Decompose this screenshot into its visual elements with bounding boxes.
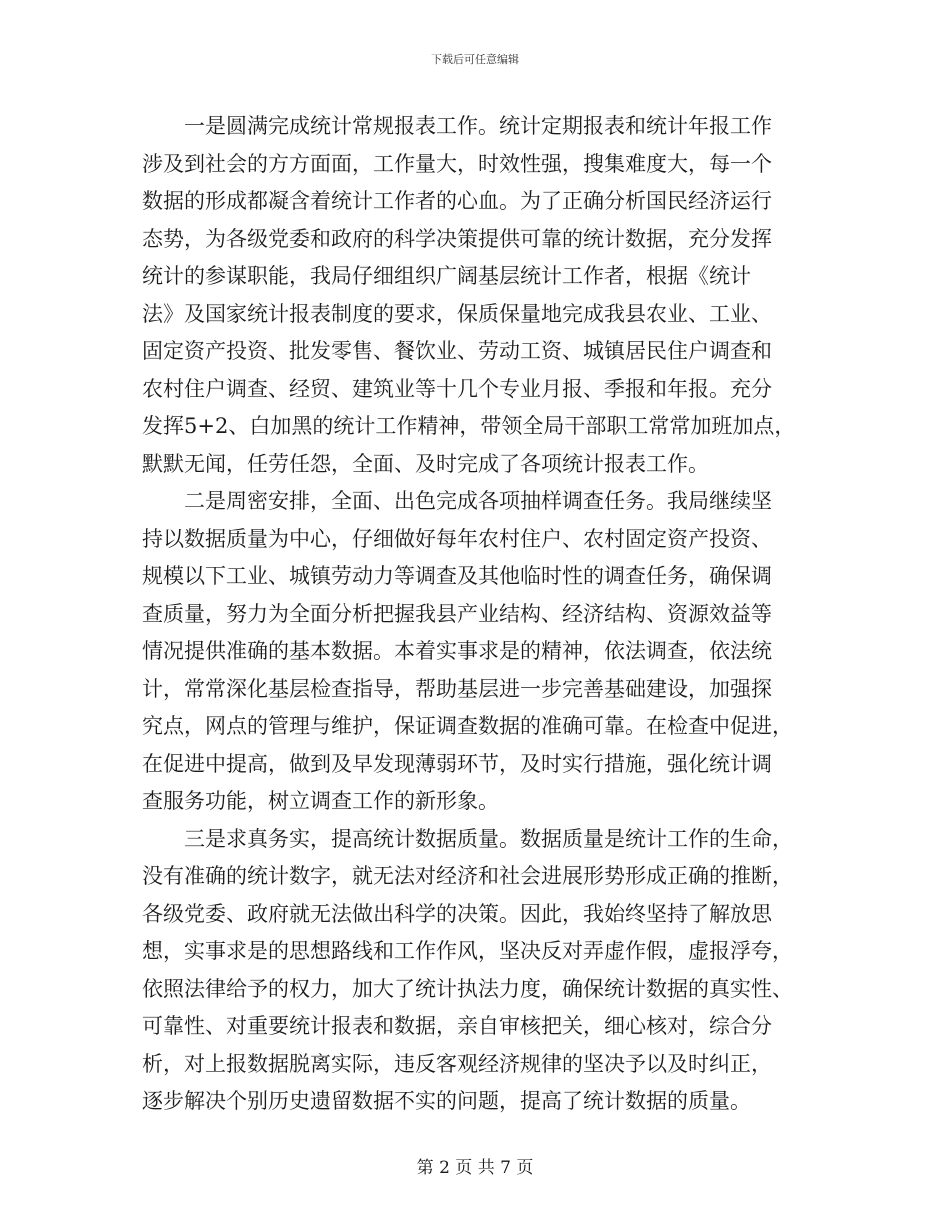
text-line: 农村住户调查、经贸、建筑业等十几个专业月报、季报和年报。充分 bbox=[142, 376, 772, 401]
text-line: 统计的参谋职能，我局仔细组织广阔基层统计工作者，根据《统计 bbox=[142, 264, 751, 288]
text-line: 发挥5+2、白加黑的统计工作精神，带领全局干部职工常常加班加点， bbox=[142, 414, 796, 438]
text-line: 逐步解决个别历史遗留数据不实的问题，提高了统计数据的质量。 bbox=[142, 1089, 751, 1113]
text-line: 在促进中提高，做到及早发现薄弱环节，及时实行措施，强化统计调 bbox=[142, 751, 772, 776]
text-line: 依照法律给予的权力，加大了统计执法力度，确保统计数据的真实性、 bbox=[142, 976, 793, 1001]
text-line: 持以数据质量为中心，仔细做好每年农村住户、农村固定资产投资、 bbox=[142, 526, 772, 551]
text-line: 态势，为各级党委和政府的科学决策提供可靠的统计数据，充分发挥 bbox=[142, 226, 772, 251]
text-line: 二是周密安排，全面、出色完成各项抽样调查任务。我局继续坚 bbox=[184, 489, 772, 513]
text-line: 默默无闻，任劳任怨，全面、及时完成了各项统计报表工作。 bbox=[142, 451, 709, 476]
page-footer: 第 2 页 共 7 页 bbox=[416, 1158, 534, 1178]
paragraph-1 bbox=[142, 108, 802, 483]
text-line: 查服务功能，树立调查工作的新形象。 bbox=[142, 789, 499, 813]
text-line: 涉及到社会的方方面面，工作量大，时效性强，搜集难度大，每一个 bbox=[142, 151, 772, 176]
page-header: 下载后可任意编辑 bbox=[431, 53, 519, 66]
document-body bbox=[142, 108, 802, 1121]
paragraph-3 bbox=[142, 821, 802, 1121]
text-line: 计，常常深化基层检查指导，帮助基层进一步完善基础建设，加强探 bbox=[142, 676, 772, 701]
text-line: 三是求真务实，提高统计数据质量。数据质量是统计工作的生命， bbox=[184, 826, 793, 851]
text-line: 可靠性、对重要统计报表和数据，亲自审核把关，细心核对，综合分 bbox=[142, 1014, 772, 1038]
text-line: 查质量，努力为全面分析把握我县产业结构、经济结构、资源效益等 bbox=[142, 601, 772, 626]
text-line: 究点，网点的管理与维护，保证调查数据的准确可靠。在检查中促进， bbox=[142, 714, 793, 738]
text-line: 没有准确的统计数字，就无法对经济和社会进展形势形成正确的推断， bbox=[142, 864, 793, 888]
text-line: 析，对上报数据脱离实际，违反客观经济规律的坚决予以及时纠正， bbox=[142, 1051, 772, 1076]
paragraph-2 bbox=[142, 483, 802, 821]
text-line: 数据的形成都凝含着统计工作者的心血。为了正确分析国民经济运行 bbox=[142, 189, 772, 213]
text-line: 规模以下工业、城镇劳动力等调查及其他临时性的调查任务，确保调 bbox=[142, 564, 772, 588]
text-line: 固定资产投资、批发零售、餐饮业、劳动工资、城镇居民住户调查和 bbox=[142, 339, 772, 363]
text-line: 想，实事求是的思想路线和工作作风，坚决反对弄虚作假，虚报浮夸， bbox=[142, 939, 793, 963]
text-line: 情况提供准确的基本数据。本着实事求是的精神，依法调查，依法统 bbox=[142, 639, 772, 663]
text-line: 法》及国家统计报表制度的要求，保质保量地完成我县农业、工业、 bbox=[142, 301, 772, 326]
text-line: 各级党委、政府就无法做出科学的决策。因此，我始终坚持了解放思 bbox=[142, 901, 772, 926]
text-line: 一是圆满完成统计常规报表工作。统计定期报表和统计年报工作 bbox=[184, 114, 772, 138]
